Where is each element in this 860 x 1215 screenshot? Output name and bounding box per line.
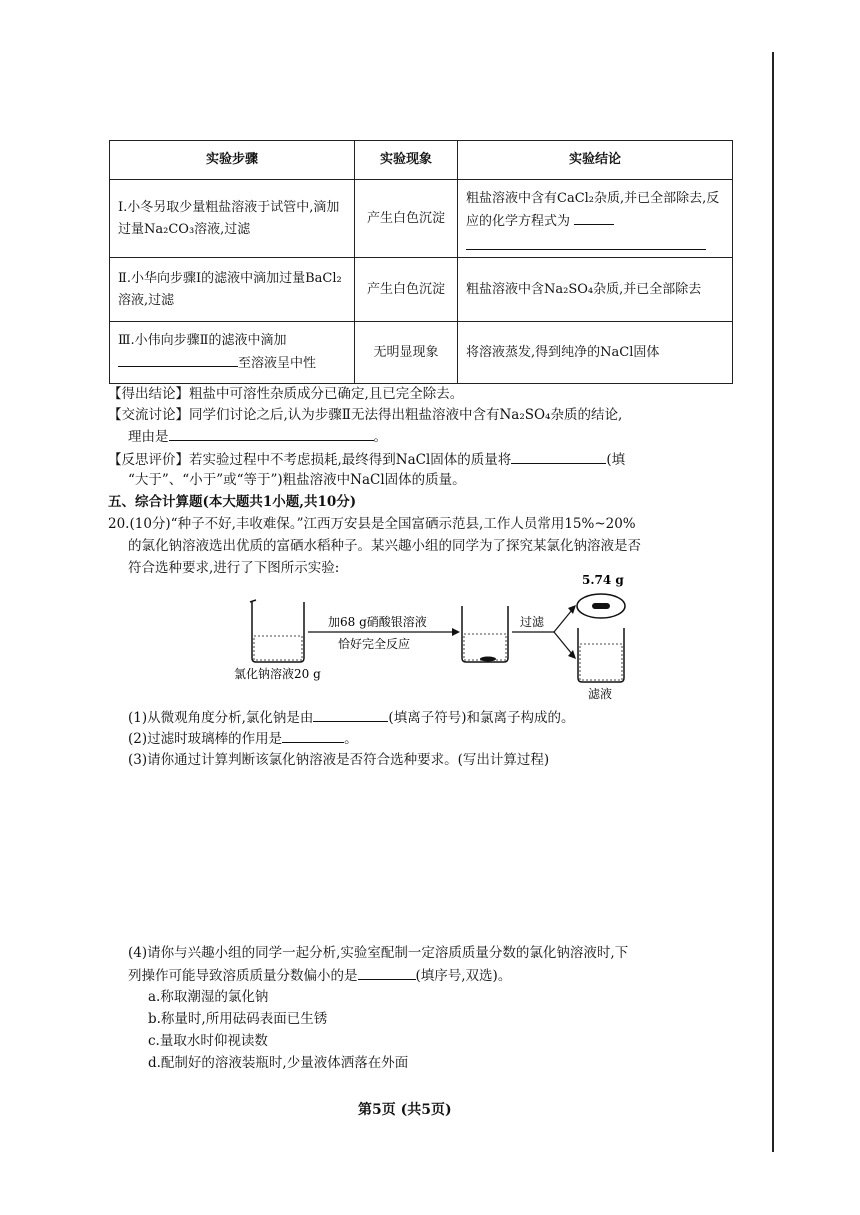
sub-question-1 (128, 707, 574, 728)
answer-blank (466, 235, 706, 250)
step-cell: Ⅱ.小华向步骤Ⅰ的滤液中滴加过量BaCl₂溶液,过滤 (110, 258, 355, 322)
conclusion-cell: 粗盐溶液中含Na₂SO₄杂质,并已全部除去 (458, 258, 733, 322)
mass-label: 5.74 g (582, 573, 624, 587)
page-footer: 第5页 (共5页) (358, 1102, 452, 1118)
question-20-text: 20.(10分)“种子不好,丰收难保。”江西万安县是全国富硒示范县,工作人员常用15%~20% (108, 516, 636, 532)
table-header-row (110, 141, 733, 180)
answer-blank (313, 707, 388, 722)
answer-blank (169, 426, 374, 441)
beaker-label: 氯化钠溶液20 g (234, 667, 321, 681)
filtrate-label: 滤液 (588, 687, 613, 700)
table-header: 实验结论 (458, 141, 733, 180)
discussion-reason: 理由是 。 (128, 426, 387, 447)
reflection-text-end: (填 (606, 452, 626, 468)
question-text: 列操作可能导致溶质质量分数偏小的是 (128, 968, 358, 984)
discussion-line: 【交流讨论】同学们讨论之后,认为步骤Ⅱ无法得出粗盐溶液中含有Na₂SO₄杂质的结论, (108, 407, 623, 423)
conclusion-line: 【得出结论】粗盐中可溶性杂质成分已确定,且已完全除去。 (108, 386, 464, 402)
reflection-options: “大于”、“小于”或“等于”)粗盐溶液中NaCl固体的质量。 (128, 472, 466, 488)
question-20-text: 的氯化钠溶液选出优质的富硒水稻种子。某兴趣小组的同学为了探究某氯化钠溶液是否 (128, 538, 641, 554)
conclusion-cell (458, 180, 733, 258)
question-text: (填序号,双选)。 (415, 968, 512, 984)
table-row (110, 180, 733, 258)
reflection-line (108, 449, 625, 470)
step-cell (110, 322, 355, 384)
option-b: b.称量时,所用砝码表面已生锈 (148, 1011, 328, 1027)
section-heading: 五、综合计算题(本大题共1小题,共10分) (108, 494, 357, 510)
beaker-nacl-icon (250, 600, 304, 662)
reagent-label: 加68 g硝酸银溶液 (328, 615, 427, 629)
option-a: a.称取潮湿的氯化钠 (148, 989, 269, 1005)
sub-question-4: (4)请你与兴趣小组的同学一起分析,实验室配制一定溶质质量分数的氯化钠溶液时,下 (128, 945, 629, 961)
reaction-label: 恰好完全反应 (338, 637, 411, 651)
question-text: (2)过滤时玻璃棒的作用是 (128, 731, 283, 747)
phenomenon-cell: 产生白色沉淀 (355, 180, 458, 258)
sub-question-4 (128, 965, 511, 986)
question-text: (1)从微观角度分析,氯化钠是由 (128, 710, 314, 726)
sub-question-3: (3)请你通过计算判断该氯化钠溶液是否符合选种要求。(写出计算过程) (128, 752, 550, 768)
option-c: c.量取水时仰视读数 (148, 1033, 268, 1049)
table-header: 实验步骤 (110, 141, 355, 180)
step-text: 至溶液呈中性 (238, 356, 317, 371)
beaker-precipitate-icon (462, 606, 508, 662)
experiment-table (109, 140, 733, 384)
conclusion-text: 粗盐溶液中含有CaCl₂杂质,并已全部除去,反应的化学方程式为 (466, 190, 720, 229)
reason-label: 理由是 (128, 429, 169, 445)
beaker-filtrate-icon (578, 628, 624, 682)
experiment-diagram (220, 570, 640, 700)
step-text: Ⅲ.小伟向步骤Ⅱ的滤液中滴加 (118, 333, 287, 348)
step-cell: Ⅰ.小冬另取少量粗盐溶液于试管中,滴加过量Na₂CO₃溶液,过滤 (110, 180, 355, 258)
answer-blank (358, 965, 416, 980)
question-text: (填离子符号)和氯离子构成的。 (388, 710, 575, 726)
phenomenon-cell: 无明显现象 (355, 322, 458, 384)
filter-label: 过滤 (520, 615, 545, 629)
evaporating-dish-icon (577, 594, 625, 618)
option-d: d.配制好的溶液装瓶时,少量液体洒落在外面 (148, 1055, 409, 1071)
table-header: 实验现象 (355, 141, 458, 180)
answer-blank (574, 210, 614, 225)
arrow-line (554, 610, 572, 632)
page-edge-line (772, 52, 774, 1152)
sub-question-2 (128, 728, 358, 749)
arrow-head-icon (452, 628, 460, 636)
answer-blank (282, 728, 344, 743)
table-row (110, 322, 733, 384)
table-row (110, 258, 733, 322)
conclusion-cell: 将溶液蒸发,得到纯净的NaCl固体 (458, 322, 733, 384)
question-20-text: 符合选种要求,进行了下图所示实验: (128, 560, 340, 576)
answer-blank (118, 352, 238, 367)
phenomenon-cell: 产生白色沉淀 (355, 258, 458, 322)
answer-blank (511, 449, 606, 464)
reflection-text: 【反思评价】若实验过程中不考虑损耗,最终得到NaCl固体的质量将 (108, 452, 512, 468)
question-text: 。 (344, 731, 358, 747)
arrow-line (554, 632, 572, 654)
